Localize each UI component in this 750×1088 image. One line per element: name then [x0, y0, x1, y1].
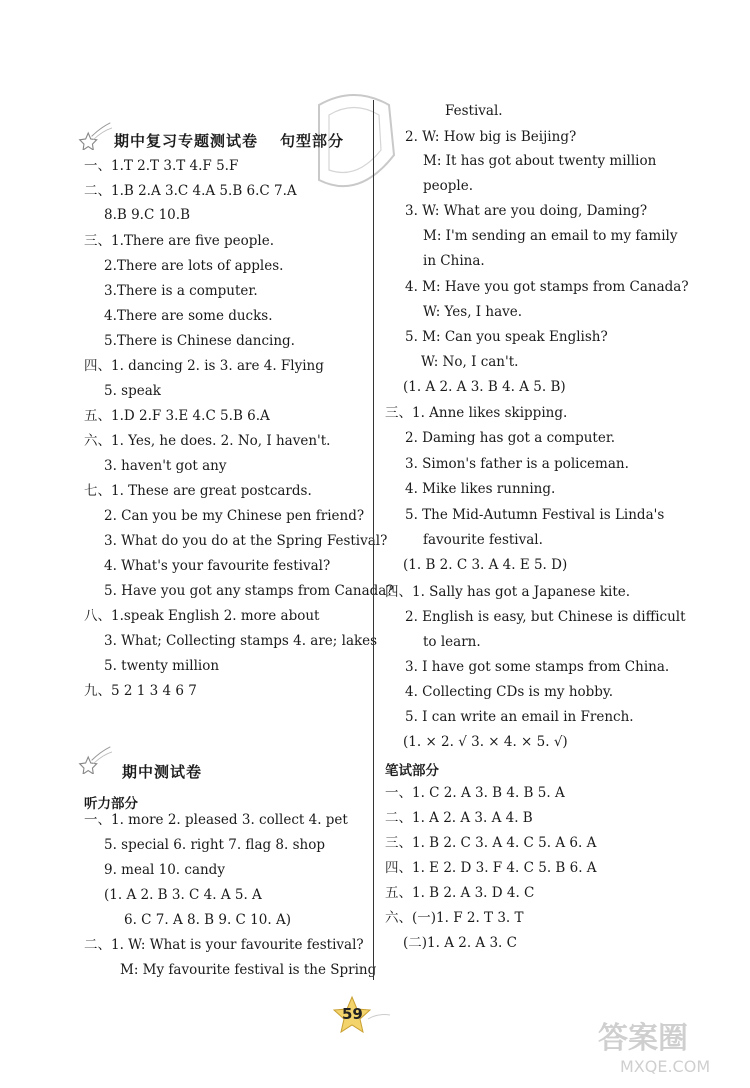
watermark-url: MXQE.COM — [620, 1057, 711, 1076]
answer-line: 二、1. W: What is your favourite festival? — [84, 937, 364, 953]
watermark-logo — [590, 1010, 740, 1080]
answer-line: 3. haven't got any — [104, 458, 227, 474]
answer-line: W: No, I can't. — [421, 354, 519, 370]
written-label: 笔试部分 — [385, 763, 439, 779]
answer-line: to learn. — [423, 634, 481, 650]
watermark-text: 答案圈 — [598, 1021, 688, 1056]
answer-line: 3. Simon's father is a policeman. — [405, 456, 629, 472]
answer-line: 四、1. E 2. D 3. F 4. C 5. B 6. A — [385, 860, 597, 876]
answer-line: 6. C 7. A 8. B 9. C 10. A) — [124, 912, 291, 928]
answer-line: (1. × 2. √ 3. × 4. × 5. √) — [403, 734, 568, 750]
answer-line: 5. I can write an email in French. — [405, 709, 634, 725]
answer-line: 2. Can you be my Chinese pen friend? — [104, 508, 365, 524]
answer-line: 4.There are some ducks. — [104, 308, 273, 324]
answer-line: 4. M: Have you got stamps from Canada? — [405, 279, 689, 295]
answer-line: 3. I have got some stamps from China. — [405, 659, 670, 675]
section-title: 期中复习专题测试卷 — [114, 132, 259, 150]
answer-line: (二)1. A 2. A 3. C — [403, 935, 517, 951]
answer-line: 5. speak — [104, 383, 161, 399]
answer-line: 三、1.There are five people. — [84, 233, 274, 249]
answer-line: 四、1. dancing 2. is 3. are 4. Flying — [84, 358, 324, 374]
shooting-star-icon — [78, 740, 112, 774]
answer-line: 3. What do you do at the Spring Festival? — [104, 533, 388, 549]
answer-line: 一、1. C 2. A 3. B 4. B 5. A — [385, 785, 565, 801]
listening-label: 听力部分 — [84, 796, 138, 812]
answer-line: 七、1. These are great postcards. — [84, 483, 312, 499]
answer-line: 三、1. B 2. C 3. A 4. C 5. A 6. A — [385, 835, 597, 851]
answer-line: (1. B 2. C 3. A 4. E 5. D) — [403, 557, 568, 573]
answer-line: 5. M: Can you speak English? — [405, 329, 608, 345]
answer-line: favourite festival. — [423, 532, 543, 548]
answer-line: 4. Collecting CDs is my hobby. — [405, 684, 614, 700]
seal-stamp-icon — [299, 85, 409, 205]
answer-line: M: My favourite festival is the Spring — [120, 962, 377, 978]
answer-line: 三、1. Anne likes skipping. — [385, 405, 568, 421]
answer-line: (1. A 2. B 3. C 4. A 5. A — [104, 887, 262, 903]
answer-line: 5.There is Chinese dancing. — [104, 333, 295, 349]
answer-line: 一、1. more 2. pleased 3. collect 4. pet — [84, 812, 348, 828]
column-divider — [373, 100, 374, 980]
answer-line: in China. — [423, 253, 485, 269]
answer-line: 九、5 2 1 3 4 6 7 — [84, 683, 197, 699]
answer-line: 2. W: How big is Beijing? — [405, 129, 577, 145]
answer-line: 4. What's your favourite festival? — [104, 558, 331, 574]
answer-line: 六、(一)1. F 2. T 3. T — [385, 910, 524, 926]
answer-line: 3. W: What are you doing, Daming? — [405, 203, 648, 219]
section-header — [122, 761, 202, 782]
answer-line: 8.B 9.C 10.B — [104, 207, 190, 223]
answer-line: 2. English is easy, but Chinese is difficult — [405, 609, 686, 625]
answer-line: 2.There are lots of apples. — [104, 258, 284, 274]
answer-line: 3. What; Collecting stamps 4. are; lakes — [104, 633, 378, 649]
page-number-badge — [328, 995, 392, 1035]
answer-line: 六、1. Yes, he does. 2. No, I haven't. — [84, 433, 331, 449]
answer-line: 5. Have you got any stamps from Canada? — [104, 583, 394, 599]
answer-line: 9. meal 10. candy — [104, 862, 225, 878]
shooting-star-icon — [78, 116, 112, 150]
answer-line: (1. A 2. A 3. B 4. A 5. B) — [403, 379, 566, 395]
section-subtitle: 句型部分 — [280, 132, 345, 150]
answer-line: 5. twenty million — [104, 658, 220, 674]
answer-line: M: It has got about twenty million — [423, 153, 657, 169]
answer-line: Festival. — [445, 103, 503, 119]
answer-line: 2. Daming has got a computer. — [405, 430, 616, 446]
answer-line: 4. Mike likes running. — [405, 481, 556, 497]
answer-line: 五、1. B 2. A 3. D 4. C — [385, 885, 535, 901]
answer-line: M: I'm sending an email to my family — [423, 228, 678, 244]
answer-line: 二、1.B 2.A 3.C 4.A 5.B 6.C 7.A — [84, 183, 297, 199]
answer-line: 八、1.speak English 2. more about — [84, 608, 320, 624]
answer-line: 五、1.D 2.F 3.E 4.C 5.B 6.A — [84, 408, 270, 424]
section-title: 期中测试卷 — [122, 763, 203, 781]
answer-line: 四、1. Sally has got a Japanese kite. — [385, 584, 631, 600]
answer-line: 二、1. A 2. A 3. A 4. B — [385, 810, 533, 826]
answer-line: 5. special 6. right 7. flag 8. shop — [104, 837, 325, 853]
page-number: 59 — [342, 1005, 363, 1023]
answer-line: people. — [423, 178, 473, 194]
answer-line: 3.There is a computer. — [104, 283, 258, 299]
answer-line: 5. The Mid-Autumn Festival is Linda's — [405, 507, 665, 523]
answer-line: W: Yes, I have. — [423, 304, 523, 320]
answer-line: 一、1.T 2.T 3.T 4.F 5.F — [84, 158, 239, 174]
